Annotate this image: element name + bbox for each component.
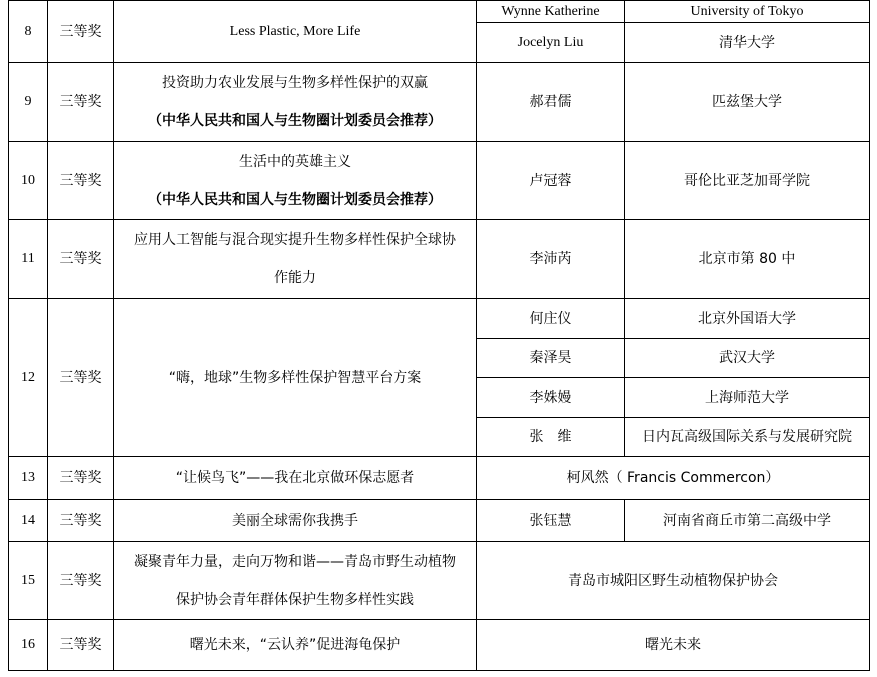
row-number: 16: [9, 620, 48, 671]
project-title: 应用人工智能与混合现实提升生物多样性保护全球协 作能力: [114, 220, 477, 299]
member-merged: 曙光未来: [477, 620, 870, 671]
row-number: 9: [9, 63, 48, 142]
table-row: [9, 1, 870, 23]
member-name: 李沛芮: [477, 220, 625, 299]
member-org: 武汉大学: [625, 339, 870, 378]
award-level: 三等奖: [48, 220, 114, 299]
member-org: 哥伦比亚芝加哥学院: [625, 142, 870, 220]
project-title: Less Plastic, More Life: [114, 1, 477, 63]
award-level: 三等奖: [48, 620, 114, 671]
member-name: 李姝嫚: [477, 378, 625, 418]
member-org: 北京市第 80 中: [625, 220, 870, 299]
table-row: [9, 500, 870, 542]
project-title: 曙光未来，“云认养”促进海龟保护: [114, 620, 477, 671]
member-org: 河南省商丘市第二高级中学: [625, 500, 870, 542]
member-name: 卢冠蓉: [477, 142, 625, 220]
award-level: 三等奖: [48, 542, 114, 620]
award-table: [8, 0, 870, 671]
project-title: 投资助力农业发展与生物多样性保护的双赢 （中华人民共和国人与生物圈计划委员会推荐）: [114, 63, 477, 142]
recommend-note: （中华人民共和国人与生物圈计划委员会推荐）: [148, 191, 442, 208]
member-org: 上海师范大学: [625, 378, 870, 418]
award-level: 三等奖: [48, 457, 114, 500]
member-name: 张钰慧: [477, 500, 625, 542]
table-row: [9, 299, 870, 339]
member-org: University of Tokyo: [625, 1, 870, 23]
row-number: 14: [9, 500, 48, 542]
row-number: 10: [9, 142, 48, 220]
member-name: Jocelyn Liu: [477, 23, 625, 63]
project-title: 生活中的英雄主义 （中华人民共和国人与生物圈计划委员会推荐）: [114, 142, 477, 220]
member-org: 日内瓦高级国际关系与发展研究院: [625, 418, 870, 457]
table-row: [9, 63, 870, 142]
table-row: [9, 220, 870, 299]
member-merged: 柯风然（ Francis Commercon）: [477, 457, 870, 500]
row-number: 15: [9, 542, 48, 620]
award-level: 三等奖: [48, 142, 114, 220]
award-level: 三等奖: [48, 299, 114, 457]
member-org: 匹兹堡大学: [625, 63, 870, 142]
member-org: 清华大学: [625, 23, 870, 63]
recommend-note: （中华人民共和国人与生物圈计划委员会推荐）: [148, 113, 442, 129]
award-level: 三等奖: [48, 63, 114, 142]
row-number: 8: [9, 1, 48, 63]
project-title: 凝聚青年力量，走向万物和谐——青岛市野生动植物 保护协会青年群体保护生物多样性实践: [114, 542, 477, 620]
member-name: 秦泽昊: [477, 339, 625, 378]
member-name: 何庄仪: [477, 299, 625, 339]
table-row: [9, 457, 870, 500]
award-level: 三等奖: [48, 500, 114, 542]
project-title: “嗨，地球”生物多样性保护智慧平台方案: [114, 299, 477, 457]
project-title: 美丽全球需你我携手: [114, 500, 477, 542]
table-row: [9, 142, 870, 220]
member-org: 北京外国语大学: [625, 299, 870, 339]
row-number: 12: [9, 299, 48, 457]
table-row: [9, 542, 870, 620]
row-number: 13: [9, 457, 48, 500]
member-name: Wynne Katherine: [477, 1, 625, 23]
member-name: 郝君儒: [477, 63, 625, 142]
table-row: [9, 620, 870, 671]
project-title: “让候鸟飞”——我在北京做环保志愿者: [114, 457, 477, 500]
member-name: 张 维: [477, 418, 625, 457]
row-number: 11: [9, 220, 48, 299]
award-level: 三等奖: [48, 1, 114, 63]
member-merged: 青岛市城阳区野生动植物保护协会: [477, 542, 870, 620]
